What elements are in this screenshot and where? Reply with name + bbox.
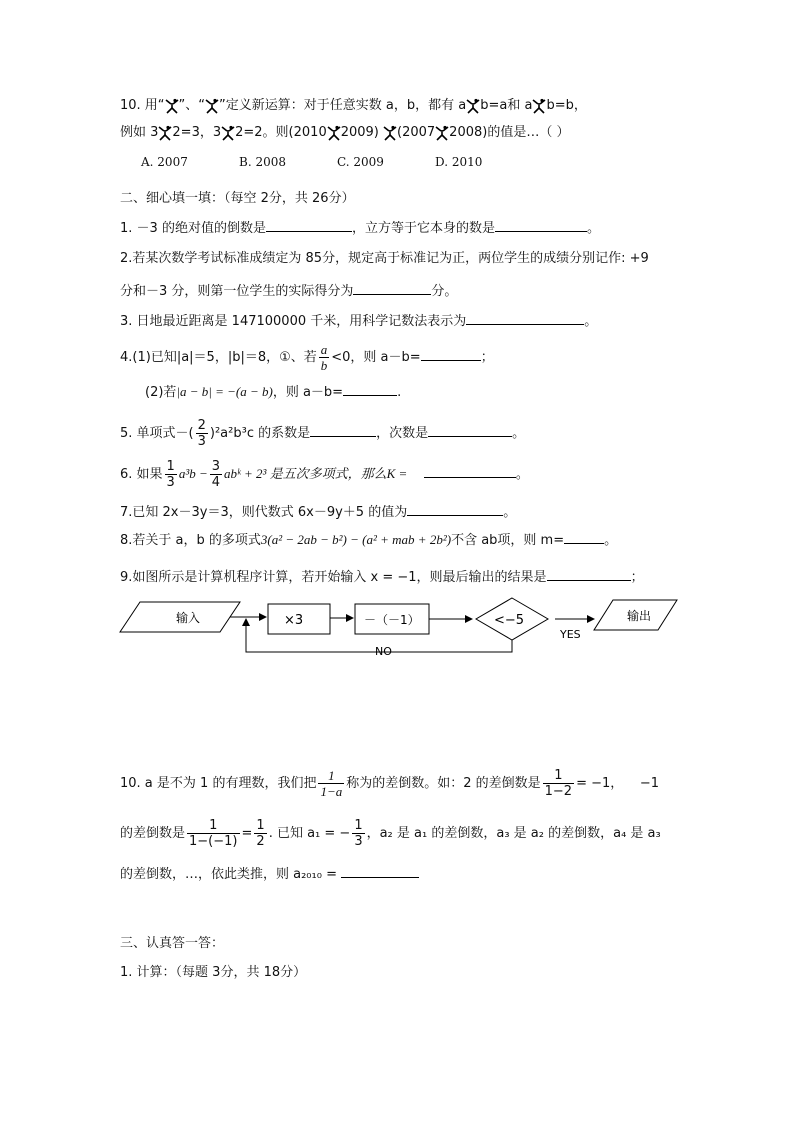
times3-label: ×3 xyxy=(284,613,304,628)
fraction-two-thirds: $\frac{2}{3}$ xyxy=(197,418,206,449)
q10b-line3: 的差倒数，…，依此类推，则 a₂₀₁₀ = xyxy=(120,865,419,884)
fraction-one-third: $\frac{1}{3}$ xyxy=(354,818,363,849)
star-operator-icon xyxy=(221,125,235,141)
flowchart xyxy=(0,590,794,670)
star-operator-icon xyxy=(532,98,546,114)
q10a-options xyxy=(141,153,533,171)
q2-line2: 分和－3 分，则第一位学生的实际得分为 分。 xyxy=(120,284,458,299)
input-parallelogram xyxy=(120,602,240,632)
section2-title: 二、细心填一填：（每空 2分，共 26分） xyxy=(120,191,355,206)
q10a-line1: 10. 用“ ”、“ ”定义新运算：对于任意实数 a，b，都有 a b=a和 a b=b， xyxy=(120,98,587,113)
fraction-difference-reciprocal: $\frac{1}{1-a}$ xyxy=(320,768,343,799)
yes-label: YES xyxy=(560,628,581,641)
q4-line2: (2)若|a − b| = −(a − b)，则 a－b= . xyxy=(145,384,402,400)
no-label: NO xyxy=(375,645,392,658)
star-operator-icon xyxy=(466,98,480,114)
q8: 8.若关于 a，b 的多项式3(a² − 2ab − b²) − (a² + mab + 2b²)不含 ab项，则 m= 。 xyxy=(120,532,618,548)
fraction-three-quarters: $\frac{3}{4}$ xyxy=(211,459,221,490)
section3-q1: 1. 计算：（每题 3分，共 18分） xyxy=(120,965,307,980)
answer-blank xyxy=(353,282,431,295)
q10a-line2: 例如 3 2=3，3 2=2。则(2010 2009) (2007 2008)的值是…（ ） xyxy=(120,125,570,140)
input-label: 输入 xyxy=(176,611,201,625)
answer-blank xyxy=(564,531,604,544)
star-operator-icon xyxy=(158,125,172,141)
q6: 6. 如果 $\frac{1}{3}$ a³b − $\frac{3}{4}$ abᵏ + 2³ 是五次多项式，那么K = 。 xyxy=(120,459,529,490)
fraction-one-half: $\frac{1}{2}$ xyxy=(256,818,265,849)
q10b-line2: 的差倒数是 $\frac{1}{1-(-1)}$ = $\frac{1}{2}$ . 已知 a₁ = − $\frac{1}{3}$ ，a₂ 是 a₁ 的差倒数，a₃ 是 a₂ 的差倒数，a₄ 是 a₃ xyxy=(120,818,661,849)
option-c: C. 2009 xyxy=(337,155,384,169)
fraction-example-2: $\frac{1}{1-(-1)}$ xyxy=(189,818,238,849)
q2-line1: 2.若某次数学考试标准成绩定为 85分，规定高于标准记为正，两位学生的成绩分别记作: +9 xyxy=(120,251,649,266)
minus-box xyxy=(355,604,429,634)
q10b-line1: 10. a 是不为 1 的有理数，我们把 $\frac{1}{1-a}$ 称为的差倒数。如：2 的差倒数是 $\frac{1}{1-2}$ = −1， −1 xyxy=(120,768,659,799)
answer-blank xyxy=(428,424,512,437)
times3-box xyxy=(268,604,330,634)
answer-blank xyxy=(466,312,584,325)
option-a: A. 2007 xyxy=(141,155,188,169)
q9: 9.如图所示是计算机程序计算，若开始输入 x = −1，则最后输出的结果是 ； xyxy=(120,570,644,585)
q5: 5. 单项式－( $\frac{2}{3}$ )²a²b³c 的系数是 ，次数是 。 xyxy=(120,418,526,449)
condition-label: <−5 xyxy=(494,613,525,628)
fraction-example: $\frac{1}{1-2}$ xyxy=(544,768,573,799)
fraction-a-over-b: $\frac{a}{b}$ xyxy=(320,342,328,373)
option-d: D. 2010 xyxy=(435,155,483,169)
star-operator-icon xyxy=(205,98,219,114)
star-operator-icon xyxy=(165,98,179,114)
answer-blank xyxy=(421,348,481,361)
answer-blank xyxy=(495,219,587,232)
star-operator-icon xyxy=(383,125,397,141)
option-b: B. 2008 xyxy=(239,155,286,169)
output-label: 输出 xyxy=(627,609,652,623)
q3: 3. 日地最近距离是 147100000 千米，用科学记数法表示为 。 xyxy=(120,314,598,329)
q4-line1: 4.(1)已知|a|＝5，|b|＝8，①、若 $\frac{a}{b}$ <0，则 a－b= ； xyxy=(120,342,494,373)
answer-blank xyxy=(310,424,376,437)
output-parallelogram xyxy=(594,600,677,630)
section3-title: 三、认真答一答： xyxy=(120,936,225,951)
answer-blank xyxy=(547,568,631,581)
star-operator-icon xyxy=(327,125,341,141)
q1: 1. －3 的绝对值的倒数是 ，立方等于它本身的数是 。 xyxy=(120,221,600,236)
answer-blank xyxy=(341,865,419,878)
star-operator-icon xyxy=(435,125,449,141)
answer-blank xyxy=(407,503,503,516)
answer-blank xyxy=(266,219,352,232)
answer-blank xyxy=(424,465,516,478)
minus-label: －（－1） xyxy=(364,613,420,627)
answer-blank xyxy=(343,383,397,396)
q7: 7.已知 2x－3y＝3，则代数式 6x－9y＋5 的值为 。 xyxy=(120,505,517,520)
fraction-one-third: $\frac{1}{3}$ xyxy=(166,459,175,490)
condition-diamond xyxy=(476,598,548,640)
